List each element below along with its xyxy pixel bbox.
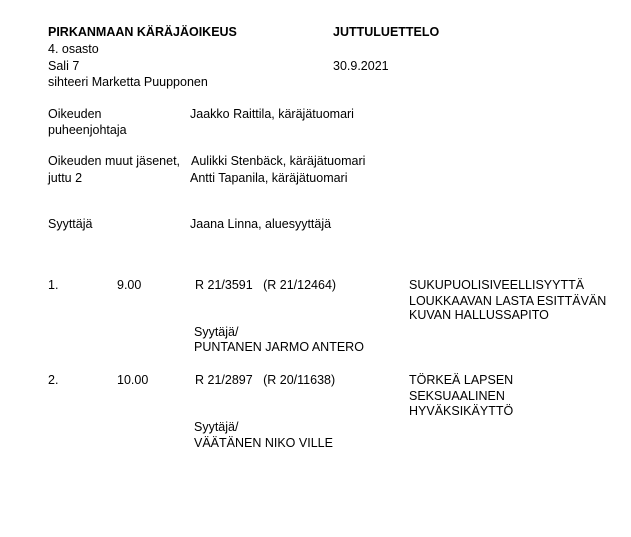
chair-label-cont: puheenjohtaja [48, 123, 127, 137]
case-charge-line: SEKSUAALINEN [409, 389, 505, 403]
case-ids: R 21/3591 (R 21/12464) [195, 278, 337, 292]
party-name: VÄÄTÄNEN NIKO VILLE [194, 436, 333, 450]
party-name: PUNTANEN JARMO ANTERO [194, 340, 364, 354]
secretary: sihteeri Marketta Puupponen [48, 75, 208, 89]
case-charge-line: SUKUPUOLISIVEELLISYYTTÄ [409, 278, 585, 292]
case-charge-line: TÖRKEÄ LAPSEN [409, 373, 514, 387]
court-name: PIRKANMAAN KÄRÄJÄOIKEUS [48, 25, 237, 39]
session-date: 30.9.2021 [333, 59, 389, 73]
party-role: Syytäjä/ [194, 325, 239, 339]
members-label: Oikeuden muut jäsenet, [48, 154, 181, 168]
case-time: 10.00 [117, 373, 149, 387]
case-charge-line: HYVÄKSIKÄYTTÖ [409, 404, 514, 418]
department: 4. osasto [48, 42, 99, 56]
member-1: Aulikki Stenbäck, käräjätuomari [191, 154, 366, 168]
chair-name: Jaakko Raittila, käräjätuomari [190, 107, 354, 121]
case-time: 9.00 [117, 278, 142, 292]
prosecutor-label: Syyttäjä [48, 217, 93, 231]
case-charge-line: LOUKKAAVAN LASTA ESITTÄVÄN [409, 294, 607, 308]
case-number: 1. [48, 278, 59, 292]
member-2: Antti Tapanila, käräjätuomari [190, 171, 348, 185]
case-number: 2. [48, 373, 59, 387]
party-role: Syytäjä/ [194, 420, 239, 434]
document-type: JUTTULUETTELO [333, 25, 440, 39]
courtroom: Sali 7 [48, 59, 80, 73]
case-ids: R 21/2897 (R 20/11638) [195, 373, 336, 387]
chair-label: Oikeuden [48, 107, 102, 121]
prosecutor-name: Jaana Linna, aluesyyttäjä [190, 217, 332, 231]
members-label-cont: juttu 2 [48, 171, 83, 185]
case-charge-line: KUVAN HALLUSSAPITO [409, 308, 549, 322]
